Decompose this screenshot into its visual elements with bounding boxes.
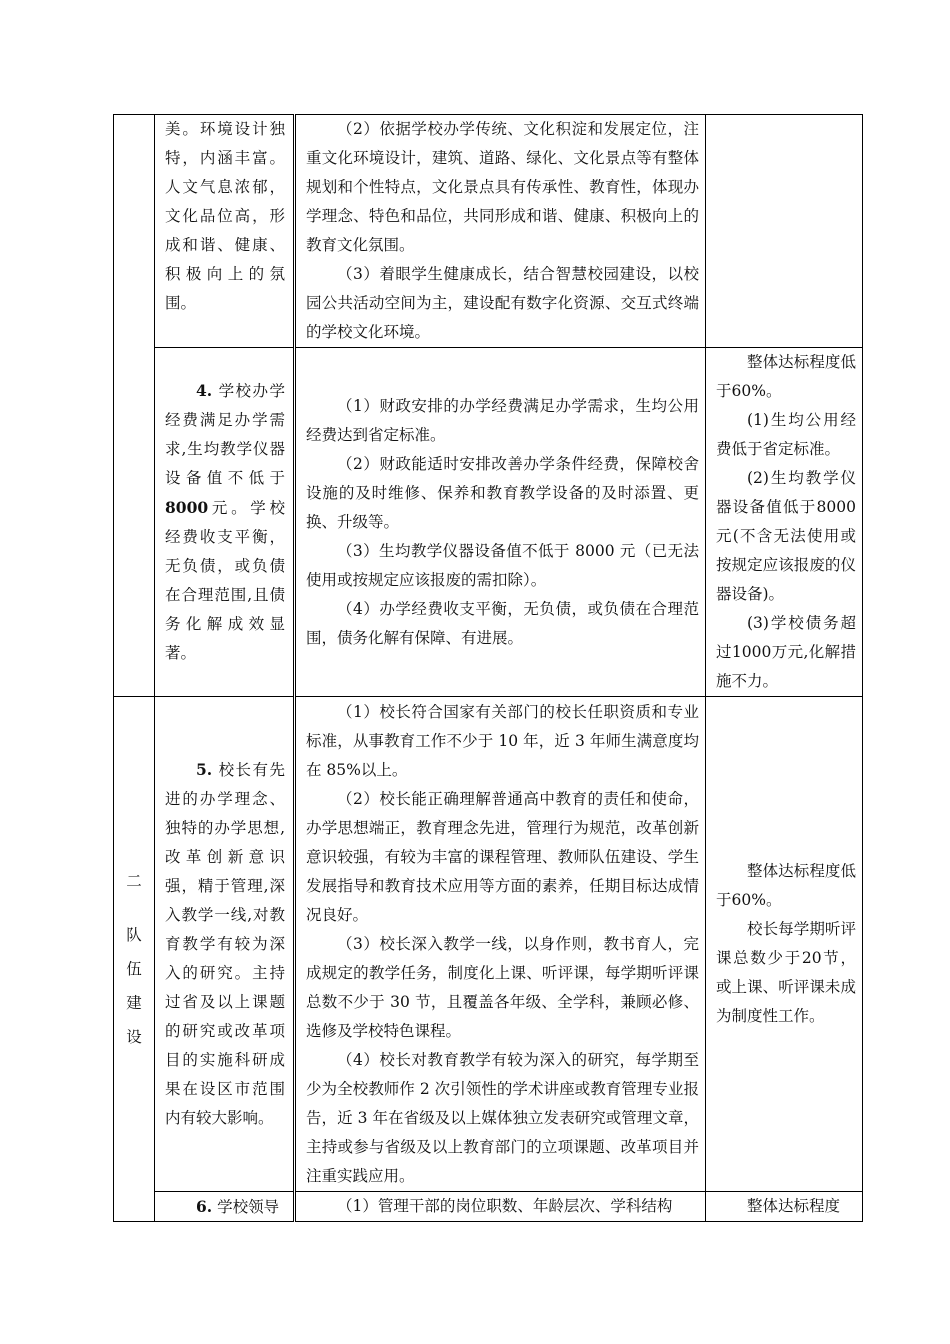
detail-item: （1）校长符合国家有关部门的校长任职资质和专业标准，从事教育工作不少于 10 年，近 3 年师生满意度均在 85%以上。 <box>306 702 699 779</box>
detail-item: （2）校长能正确理解普通高中教育的责任和使命，办学思想端正，教育理念先进，管理行为规范，改革创新意识较强，有较为丰富的课程管理、教师队伍建设、学生发展指导和教育技术应用等方面的素养，任期目标达成情况良好。 <box>306 789 699 924</box>
standard-cell <box>155 697 295 1192</box>
detail-item: （3）着眼学生健康成长，结合智慧校园建设，以校园公共活动空间为主，建设配有数字化资源、交互式终端的学校文化环境。 <box>306 265 699 341</box>
criteria-item: (1)生均公用经费低于省定标准。 <box>716 411 856 458</box>
criteria-item: (3)学校债务超过1000万元,化解措施不力。 <box>716 614 856 690</box>
standard-cell <box>155 348 295 697</box>
section-cell <box>114 697 155 1222</box>
detail-cell <box>295 1192 706 1222</box>
detail-item: （3）校长深入教学一线，以身作则，教书育人，完成规定的教学任务，制度化上课、听评课，每学期听评课总数不少于 30 节，且覆盖各年级、全学科，兼顾必修、选修及学校特色课程。 <box>306 934 699 1040</box>
detail-item: （2）财政能适时安排改善办学条件经费，保障校舍设施的及时维修、保养和教育教学设备的及时添置、更换、升级等。 <box>306 454 699 531</box>
criteria-cell <box>706 348 863 697</box>
criteria-item: 整体达标程度低于60%。 <box>716 353 856 400</box>
detail-item: （4）办学经费收支平衡，无负债，或负债在合理范围，债务化解有保障、有进展。 <box>306 599 699 647</box>
criteria-item: 整体达标程度低于60%。 <box>716 862 856 909</box>
standard-text: 5. 校长有先进的办学理念、独特的办学思想,改革创新意识强，精于管理,深入教学一线,对教育教学有较为深入的研究。主持过省及以上课题的研究或改革项目的实施科研成果在设区市范围内有较大影响。 <box>165 760 285 1127</box>
criteria-item: 校长每学期听评课总数少于20节，或上课、听评课未成为制度性工作。 <box>716 920 856 1025</box>
detail-cell <box>295 697 706 1192</box>
standard-cell <box>155 115 295 348</box>
detail-item: （2）依据学校办学传统、文化积淀和发展定位，注重文化环境设计，建筑、道路、绿化、文化景点等有整体规划和个性特点，文化景点具有传承性、教育性，体现办学理念、特色和品位，共同形成和谐、健康、积极向上的教育文化氛围。 <box>306 120 699 254</box>
detail-item: （4）校长对教育教学有较为深入的研究，每学期至少为全校教师作 2 次引领性的学术讲座或教育管理专业报告，近 3 年在省级及以上媒体独立发表研究或管理文章，主持或参与省级及以上教育部门的立项课题、改革项目并注重实践应用。 <box>306 1050 699 1185</box>
standard-value: 8000 <box>165 498 209 517</box>
standard-text: 6. 学校领导 <box>196 1197 280 1216</box>
detail-cell <box>295 115 706 348</box>
standard-number: 5. <box>196 760 213 779</box>
standards-table-wrapper <box>113 114 863 1222</box>
criteria-item: (2)生均教学仪器设备值低于8000元(不含无法使用或按规定应该报废的仪器设备)。 <box>716 469 856 603</box>
table-row <box>114 697 863 1192</box>
criteria-cell <box>706 697 863 1192</box>
section-cell <box>114 115 155 697</box>
standard-number: 4. <box>196 381 213 400</box>
criteria-cell <box>706 115 863 348</box>
detail-item: （3）生均教学仪器设备值不低于 8000 元（已无法使用或按规定应该报废的需扣除）。 <box>306 541 699 589</box>
standard-text: 4. 学校办学经费满足办学需求,生均教学仪器设备值不低于8000元。学校经费收支平衡，无负债，或负债在合理范围,且债务化解成效显著。 <box>165 381 285 662</box>
detail-cell <box>295 348 706 697</box>
table-row <box>114 1192 863 1222</box>
table-row <box>114 115 863 348</box>
standard-number: 6. <box>196 1197 213 1216</box>
section-label: 二 队 伍 建 设 <box>126 872 142 1046</box>
standards-table <box>113 114 863 1222</box>
table-row <box>114 348 863 697</box>
standard-text: 美。环境设计独特，内涵丰富。人文气息浓郁，文化品位高，形成和谐、健康、积极向上的氛围。 <box>165 120 285 312</box>
detail-item: （1）管理干部的岗位职数、年龄层次、学科结构 <box>337 1197 673 1215</box>
criteria-item: 整体达标程度 <box>747 1197 841 1215</box>
detail-item: （1）财政安排的办学经费满足办学需求，生均公用经费达到省定标准。 <box>306 396 699 444</box>
criteria-cell <box>706 1192 863 1222</box>
standard-cell <box>155 1192 295 1222</box>
